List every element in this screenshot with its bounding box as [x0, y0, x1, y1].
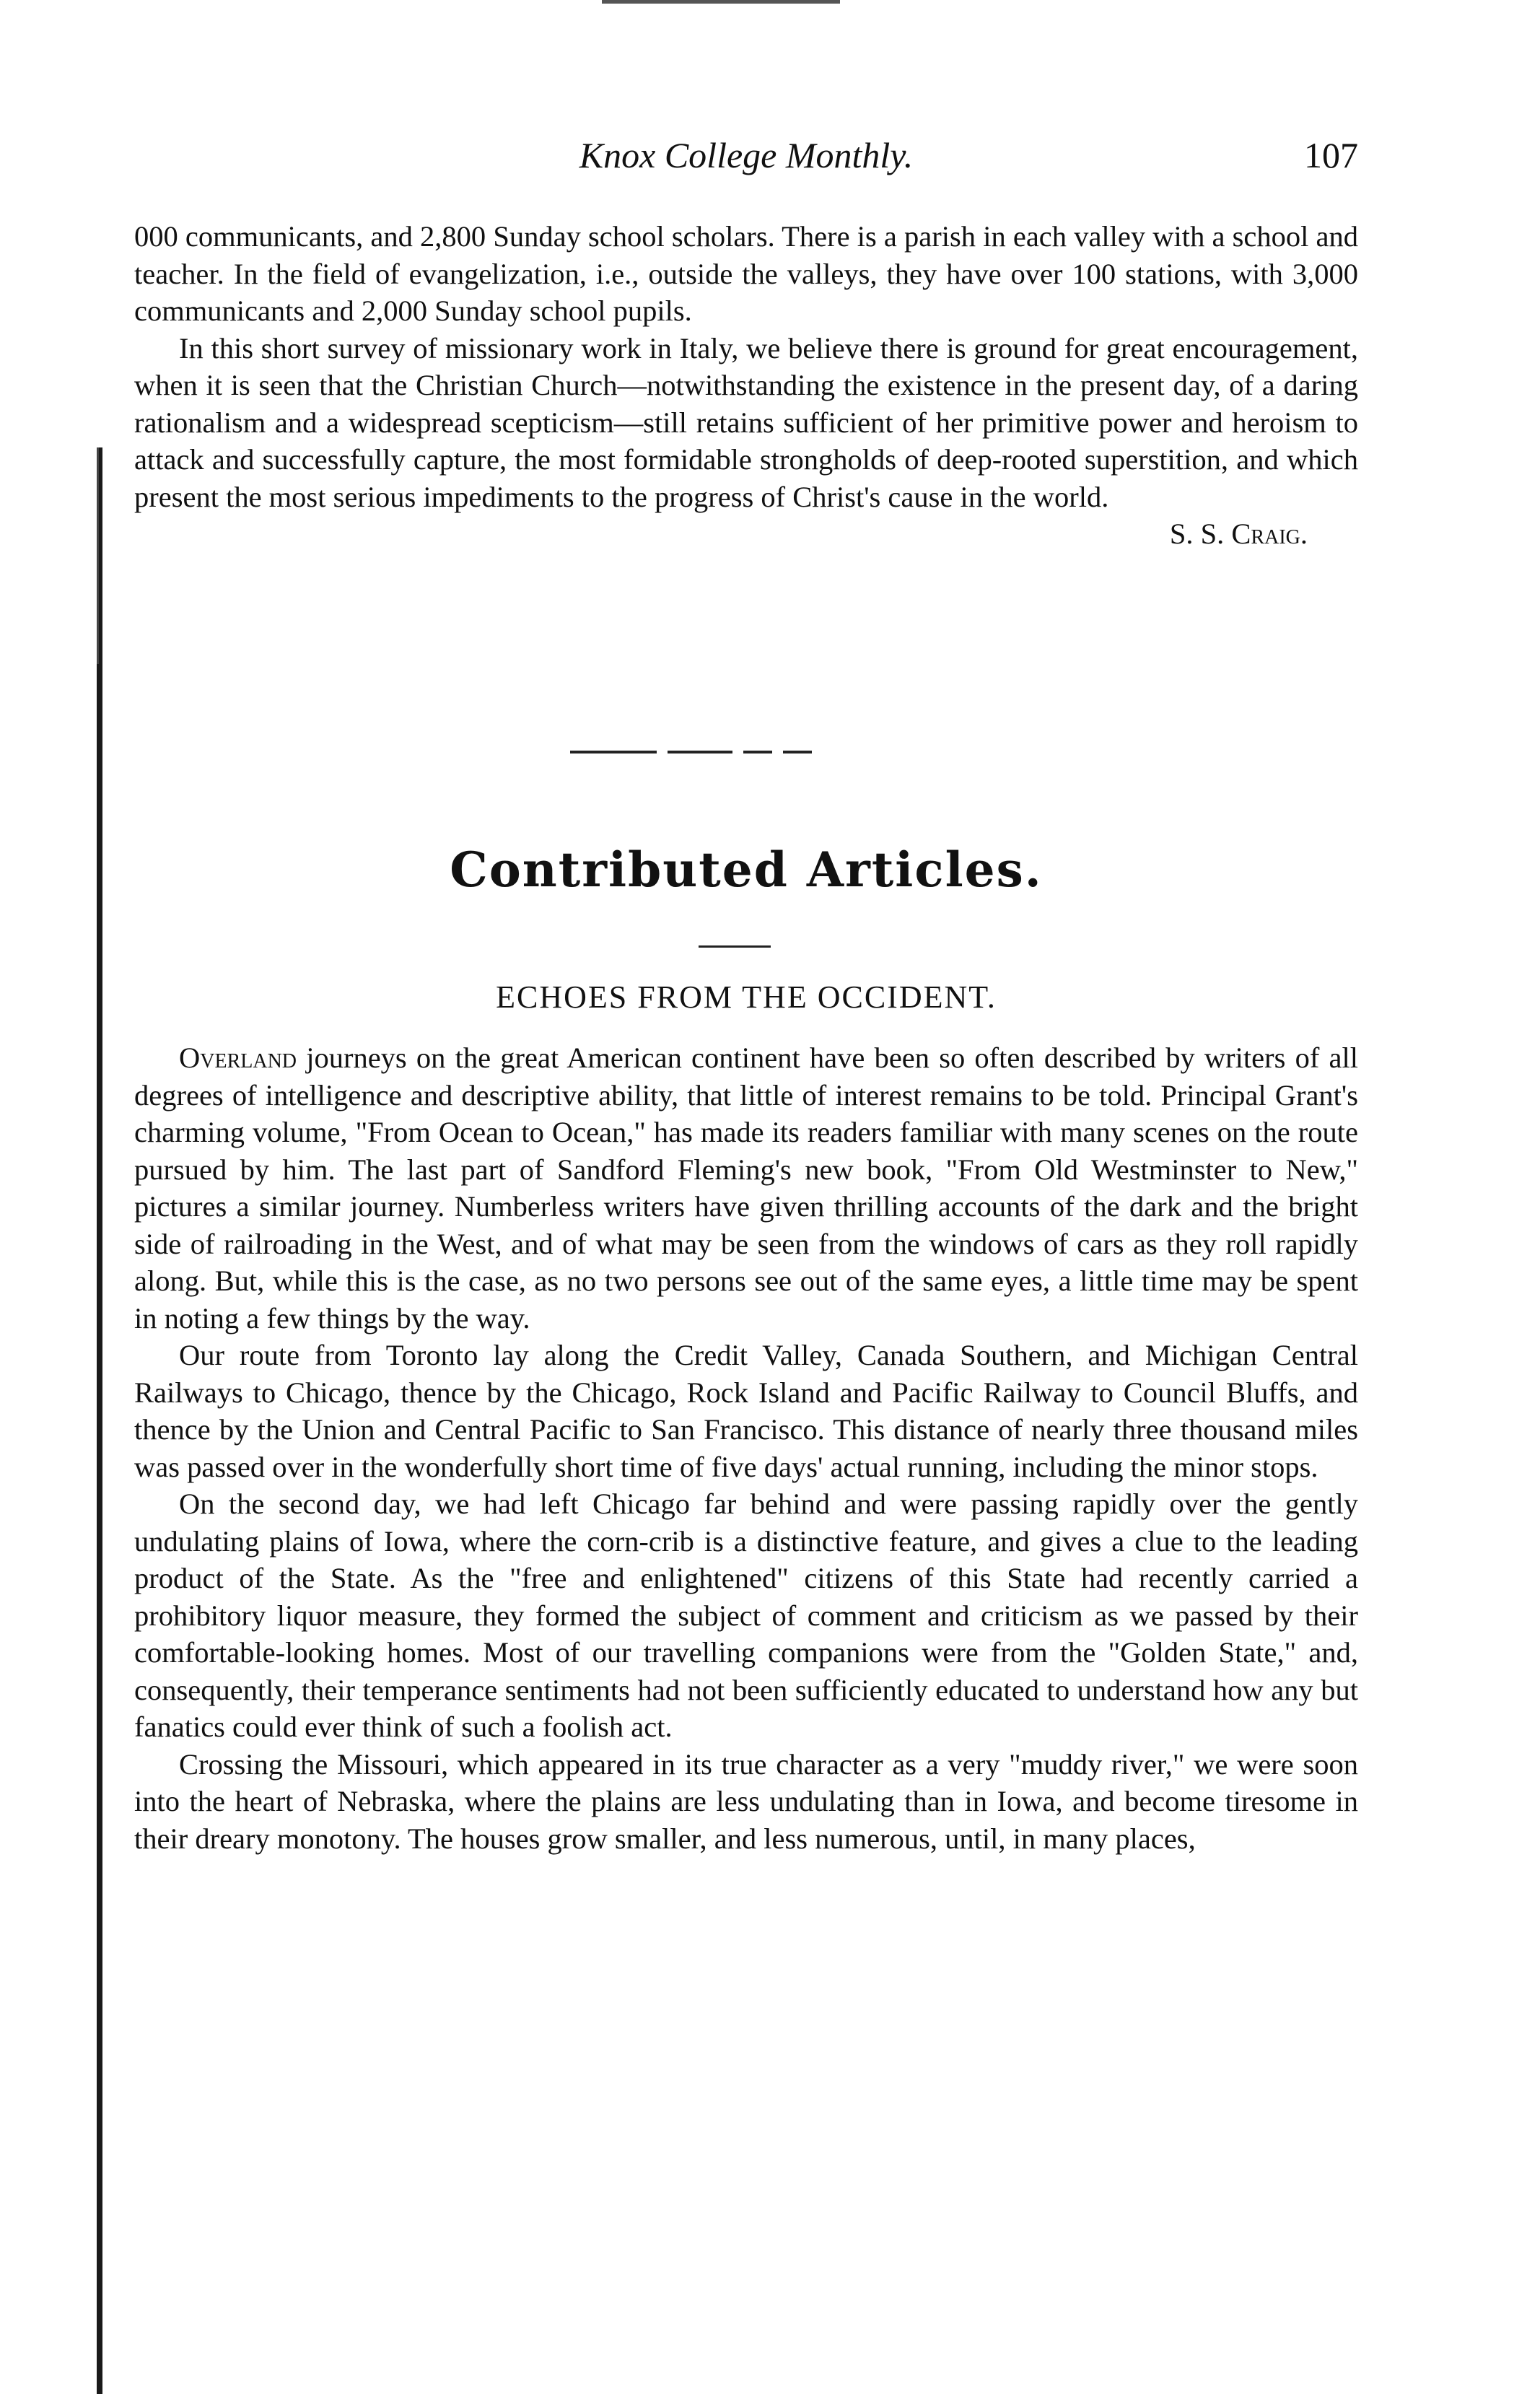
section-divider — [783, 751, 812, 753]
scan-border-tick — [97, 447, 99, 664]
scan-border-left — [97, 447, 102, 2394]
section-heading: Contributed Articles. — [450, 842, 1043, 898]
paragraph-text: journeys on the great American continent have been so often described by writers of all degrees of intelligence and descriptive ability, that little of interest remains to be told. Principal Grant's charming volume, "From Ocean to Ocean," has made its readers familiar with many scenes on the route pursued by him. The last part of Sandford Fleming's new book, "From Old Westminster to New," pictures a similar journey. Numberless writers have given thrilling accounts of the dark and the bright side of railroading in the West, and of what may be seen from the windows of cars as they roll rapidly along. But, while this is the case, as no two persons see out of the same eyes, a little time may be spent in noting a few things by the way. — [134, 1041, 1358, 1334]
article-title: ECHOES FROM THE OCCIDENT. — [496, 979, 997, 1015]
author-signature: S. S. Craig. — [1169, 517, 1308, 550]
heading-rule — [699, 945, 771, 948]
section-divider — [570, 751, 657, 753]
previous-article-ending — [134, 218, 1358, 553]
paragraph: On the second day, we had left Chicago far behind and were passing rapidly over the gently undulating plains of Iowa, where the corn-crib is a distinctive feature, and gives a clue to the leading product of the State. As the "free and enlightened" citizens of this State had recently carried a prohibitory liquor measure, they formed the subject of comment and criticism as we passed by their comfortable-looking homes. Most of our travelling companions were from the "Golden State," and, consequently, their temperance sentiments had not been sufficiently educated to understand how any but fanatics could ever think of such a foolish act. — [134, 1487, 1358, 1743]
article-body — [134, 1039, 1358, 1857]
section-divider — [743, 751, 772, 753]
paragraph: In this short survey of missionary work in Italy, we believe there is ground for great encouragement, when it is seen that the Christian Church—notwithstanding the existence in the present day, of a daring rationalism and a widespread scepticism—still retains sufficient of her primitive power and heroism to attack and successfully capture, the most formidable strongholds of deep-rooted superstition, and which present the most serious impediments to the progress of Christ's cause in the world. — [134, 331, 1358, 513]
paragraph: 000 communicants, and 2,800 Sunday school scholars. There is a parish in each valley with a school and teacher. In the field of evangelization, i.e., outside the valleys, they have over 100 stations, with 3,000 communicants and 2,000 Sunday school pupils. — [134, 220, 1358, 327]
scan-border-top — [602, 0, 840, 4]
page-number: 107 — [1304, 135, 1358, 175]
paragraph: Our route from Toronto lay along the Credit Valley, Canada Southern, and Michigan Central Railways to Chicago, thence by the Chicago, Rock Island and Pacific Railway to Council Bluffs, and thence by the Union and Central Pacific to San Francisco. This distance of nearly three thousand miles was passed over in the wonderfully short time of five days' actual running, including the minor stops. — [134, 1339, 1358, 1483]
journal-title: Knox College Monthly. — [579, 135, 914, 175]
lead-word: Overland — [179, 1041, 297, 1074]
page-header — [134, 134, 1358, 184]
paragraph: Crossing the Missouri, which appeared in its true character as a very "muddy river," we were soon into the heart of Nebraska, where the plains are less undulating than in Iowa, and become tiresome in their dreary monotony. The houses grow smaller, and less numerous, until, in many places, — [134, 1747, 1358, 1855]
paragraph — [134, 1039, 1358, 1337]
section-divider — [668, 751, 732, 753]
